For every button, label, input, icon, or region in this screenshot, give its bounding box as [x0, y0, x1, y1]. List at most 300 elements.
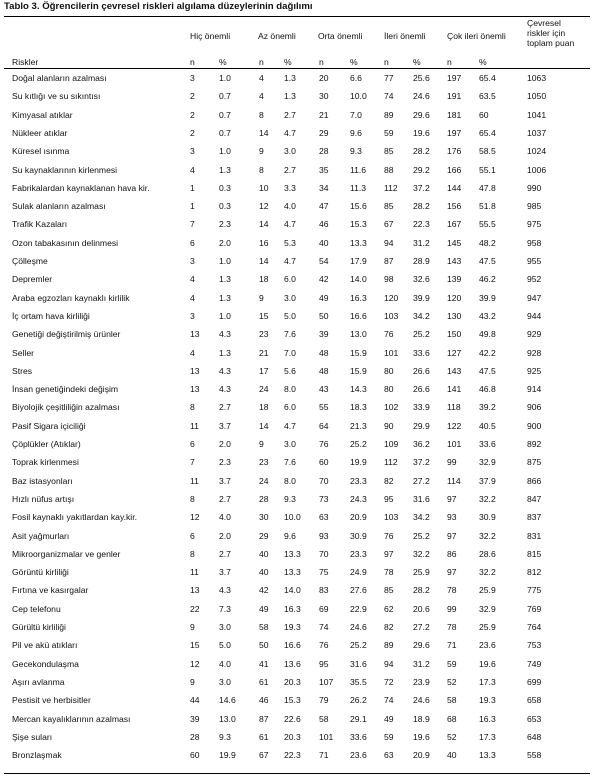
- orta-n-cell: 79: [319, 695, 329, 706]
- table-row: [0, 87, 598, 105]
- cok-ileri-pct-cell: 16.3: [479, 713, 496, 724]
- hic-pct-cell: 0.7: [219, 127, 231, 138]
- ileri-pct-cell: 28.9: [413, 256, 430, 266]
- cok-ileri-n-cell: 122: [447, 420, 462, 431]
- risk-name-cell: Gürültü kirliliği: [12, 622, 66, 632]
- cok-ileri-n-cell: 150: [447, 329, 462, 340]
- hic-n-cell: 4: [190, 292, 195, 303]
- risk-name-cell: İç ortam hava kirliliği: [12, 310, 90, 321]
- risk-name-cell: İnsan genetiğindeki değişim: [12, 384, 119, 395]
- az-pct-cell: 20.3: [284, 731, 301, 742]
- cok-ileri-pct-cell: 47.5: [479, 365, 496, 376]
- cok-ileri-n-cell: 139: [447, 274, 462, 285]
- az-n-cell: 17: [259, 365, 269, 376]
- hic-pct-cell: 1.0: [219, 256, 231, 266]
- orta-pct-cell: 7.0: [350, 109, 362, 120]
- cok-ileri-pct-cell: 46.8: [479, 384, 496, 395]
- ileri-pct-cell: 29.6: [413, 109, 430, 120]
- total-score-cell: 775: [527, 585, 542, 596]
- total-score-cell: 947: [527, 292, 542, 303]
- orta-pct-cell: 9.3: [350, 146, 362, 157]
- risk-name-cell: Pasif Sigara içiciliği: [12, 420, 86, 431]
- az-n-cell: 87: [259, 713, 269, 724]
- ileri-pct-cell: 26.6: [413, 384, 430, 395]
- orta-n-cell: 49: [319, 292, 329, 303]
- cok-ileri-pct-cell: 32.2: [479, 567, 496, 578]
- az-n-cell: 24: [259, 475, 269, 486]
- ileri-n-cell: 62: [384, 603, 394, 614]
- ileri-pct-cell: 29.2: [413, 164, 430, 175]
- ileri-n-cell: 90: [384, 420, 394, 431]
- az-pct-cell: 19.3: [284, 622, 301, 632]
- cok-ileri-n-cell: 97: [447, 530, 457, 541]
- orta-n-cell: 70: [319, 548, 329, 559]
- orta-pct-cell: 25.2: [350, 640, 367, 651]
- cok-ileri-n-cell: 71: [447, 640, 457, 651]
- orta-pct-cell: 6.6: [350, 73, 362, 83]
- orta-n-cell: 93: [319, 530, 329, 541]
- ileri-n-cell: 112: [384, 182, 398, 193]
- risk-name-cell: Cep telefonu: [12, 603, 61, 614]
- az-n-cell: 29: [259, 530, 269, 541]
- table-row: [0, 417, 598, 435]
- hic-n-cell: 4: [190, 164, 195, 175]
- table-row: [0, 234, 598, 252]
- orta-pct-cell: 11.3: [350, 182, 367, 193]
- ileri-pct-cell: 25.2: [413, 530, 430, 541]
- az-n-cell: 28: [259, 493, 269, 504]
- ileri-pct-cell: 32.6: [413, 274, 430, 285]
- az-pct-cell: 4.7: [284, 256, 296, 266]
- hic-pct-cell: 13.0: [219, 713, 236, 724]
- table-row: [0, 69, 598, 87]
- ileri-n-cell: 76: [384, 530, 394, 541]
- orta-n-cell: 39: [319, 329, 329, 340]
- cok-ileri-pct-cell: 37.9: [479, 475, 496, 486]
- cok-ileri-pct-cell: 39.2: [479, 402, 496, 413]
- orta-pct-cell: 16.6: [350, 310, 367, 321]
- risk-name-cell: Ozon tabakasının delinmesi: [12, 237, 119, 248]
- cok-ileri-n-cell: 181: [447, 109, 462, 120]
- hic-n-cell: 22: [190, 603, 200, 614]
- az-n-cell: 4: [259, 73, 264, 83]
- ileri-n-cell: 112: [384, 457, 398, 468]
- table-row: [0, 252, 598, 270]
- az-n-cell: 9: [259, 439, 264, 449]
- ileri-n-cell: 77: [384, 73, 394, 83]
- az-n-cell: 14: [259, 219, 269, 230]
- orta-pct-cell: 31.6: [350, 658, 367, 669]
- table-row: [0, 380, 598, 398]
- ileri-pct-cell: 34.2: [413, 512, 430, 523]
- ileri-pct-cell: 31.2: [413, 237, 430, 248]
- cok-ileri-n-cell: 156: [447, 201, 462, 212]
- risk-name-cell: Kimyasal atıklar: [12, 109, 73, 120]
- table-row: [0, 398, 598, 416]
- orta-pct-cell: 21.3: [350, 420, 367, 431]
- risk-name-cell: Gecekondulaşma: [12, 658, 79, 669]
- hic-n-cell: 12: [190, 658, 200, 669]
- hic-n-cell: 13: [190, 585, 200, 596]
- ileri-n-cell: 74: [384, 91, 394, 102]
- az-pct-cell: 3.0: [284, 439, 296, 449]
- hic-pct-cell: 4.0: [219, 512, 231, 523]
- az-n-cell: 23: [259, 457, 269, 468]
- cok-ileri-n-cell: 166: [447, 164, 462, 175]
- orta-n-cell: 60: [319, 457, 329, 468]
- hic-pct-cell: 4.3: [219, 329, 231, 340]
- az-n-cell: 42: [259, 585, 269, 596]
- az-pct-cell: 4.7: [284, 420, 296, 431]
- risk-name-cell: Bronzlaşmak: [12, 750, 62, 761]
- cok-ileri-n-cell: 120: [447, 292, 462, 303]
- orta-pct-cell: 26.2: [350, 695, 367, 706]
- total-score-cell: 990: [527, 182, 542, 193]
- total-score-cell: 648: [527, 731, 542, 742]
- orta-n-cell: 21: [319, 109, 329, 120]
- cok-ileri-n-cell: 52: [447, 676, 457, 687]
- total-score-cell: 958: [527, 237, 542, 248]
- total-score-cell: 952: [527, 274, 542, 285]
- cok-ileri-n-cell: 99: [447, 603, 457, 614]
- total-score-cell: 928: [527, 347, 542, 358]
- hic-pct-cell: 3.7: [219, 420, 231, 431]
- cok-ileri-pct-cell: 19.3: [479, 695, 496, 706]
- orta-pct-cell: 22.9: [350, 603, 367, 614]
- az-n-cell: 49: [259, 603, 269, 614]
- az-pct-cell: 1.3: [284, 73, 296, 83]
- hic-n-cell: 13: [190, 329, 200, 340]
- orta-n-cell: 35: [319, 164, 329, 175]
- orta-pct-cell: 29.1: [350, 713, 367, 724]
- ileri-pct-cell: 37.2: [413, 457, 430, 468]
- hic-pct-cell: 2.7: [219, 548, 231, 559]
- table-row: [0, 362, 598, 380]
- risk-name-cell: Mercan kayalıklarının azalması: [12, 713, 131, 724]
- orta-pct-cell: 15.3: [350, 219, 367, 230]
- hic-pct-cell: 1.0: [219, 310, 231, 321]
- az-n-cell: 61: [259, 676, 269, 687]
- risk-name-cell: Baz istasyonları: [12, 475, 73, 486]
- ileri-n-cell: 89: [384, 109, 394, 120]
- az-pct-cell: 1.3: [284, 91, 296, 102]
- risk-name-cell: Şişe suları: [12, 731, 53, 742]
- hic-n-cell: 12: [190, 512, 200, 523]
- az-pct-cell: 16.6: [284, 640, 301, 651]
- az-n-cell: 46: [259, 695, 269, 706]
- hic-pct-cell: 2.7: [219, 402, 231, 413]
- az-pct-cell: 7.0: [284, 347, 296, 358]
- cok-ileri-n-cell: 59: [447, 658, 457, 669]
- az-pct-cell: 22.3: [284, 750, 301, 761]
- orta-n-cell: 70: [319, 475, 329, 486]
- hic-n-cell: 8: [190, 402, 195, 413]
- orta-pct-cell: 30.9: [350, 530, 367, 541]
- hic-pct-cell: 1.0: [219, 73, 231, 83]
- cok-ileri-pct-cell: 40.5: [479, 420, 496, 431]
- az-pct-cell: 13.6: [284, 658, 301, 669]
- ileri-n-cell: 89: [384, 640, 394, 651]
- total-score-cell: 753: [527, 640, 542, 651]
- ileri-pct-cell: 28.2: [413, 201, 430, 212]
- risk-name-cell: Su kaynaklarının kirlenmesi: [12, 164, 118, 175]
- cok-ileri-n-cell: 86: [447, 548, 457, 559]
- risk-name-cell: Aşırı avlanma: [12, 676, 65, 687]
- risk-name-cell: Sulak alanların azalması: [12, 201, 106, 212]
- az-n-cell: 41: [259, 658, 269, 669]
- cok-ileri-n-cell: 52: [447, 731, 457, 742]
- az-n-cell: 21: [259, 347, 269, 358]
- orta-pct-cell: 11.6: [350, 164, 367, 175]
- risk-name-cell: Fabrikalardan kaynaklanan hava kir.: [12, 182, 150, 193]
- table-row: [0, 581, 598, 599]
- total-score-cell: 837: [527, 512, 542, 523]
- orta-n-cell: 30: [319, 91, 329, 102]
- az-pct-cell: 13.3: [284, 567, 301, 578]
- ileri-n-cell: 103: [384, 512, 399, 523]
- orta-n-cell: 83: [319, 585, 329, 596]
- cok-ileri-pct-cell: 43.2: [479, 310, 496, 321]
- risk-name-cell: Nükleer atıklar: [12, 127, 68, 138]
- orta-pct-cell: 13.3: [350, 237, 367, 248]
- az-n-cell: 18: [259, 274, 269, 285]
- orta-n-cell: 101: [319, 731, 334, 742]
- hic-n-cell: 8: [190, 493, 195, 504]
- table-row: [0, 728, 598, 746]
- az-pct-cell: 5.3: [284, 237, 296, 248]
- total-score-cell: 1024: [527, 146, 547, 157]
- cok-ileri-pct-cell: 19.6: [479, 658, 496, 669]
- hic-n-cell: 13: [190, 365, 200, 376]
- orta-n-cell: 64: [319, 420, 329, 431]
- risk-name-cell: Trafik Kazaları: [12, 219, 68, 230]
- cok-ileri-n-cell: 101: [447, 439, 462, 449]
- ileri-pct-cell: 37.2: [413, 182, 430, 193]
- hic-pct-cell: 2.3: [219, 219, 231, 230]
- cok-ileri-pct-cell: 28.6: [479, 548, 496, 559]
- ileri-pct-cell: 20.6: [413, 603, 430, 614]
- hic-pct-cell: 1.0: [219, 146, 231, 157]
- ileri-n-cell: 74: [384, 695, 394, 706]
- orta-pct-cell: 35.5: [350, 676, 367, 687]
- orta-pct-cell: 13.0: [350, 329, 367, 340]
- cok-ileri-n-cell: 143: [447, 365, 462, 376]
- cok-ileri-n-cell: 191: [447, 91, 462, 102]
- orta-pct-cell: 23.6: [350, 750, 367, 761]
- orta-n-cell: 74: [319, 622, 329, 632]
- cok-ileri-n-cell: 97: [447, 567, 457, 578]
- orta-n-cell: 71: [319, 750, 329, 761]
- ileri-pct-cell: 25.9: [413, 567, 430, 578]
- orta-pct-cell: 27.6: [350, 585, 367, 596]
- orta-pct-cell: 24.6: [350, 622, 367, 632]
- ileri-pct-cell: 25.2: [413, 329, 430, 340]
- ileri-pct-cell: 19.6: [413, 731, 430, 742]
- total-score-cell: 975: [527, 219, 542, 230]
- risk-name-cell: Genetiği değiştirilmiş ürünler: [12, 329, 121, 340]
- az-n-cell: 9: [259, 146, 264, 157]
- orta-pct-cell: 19.9: [350, 457, 367, 468]
- cok-ileri-pct-cell: 17.3: [479, 676, 496, 687]
- group-header-az: Az önemli: [258, 31, 296, 41]
- cok-ileri-pct-cell: 32.2: [479, 493, 496, 504]
- orta-n-cell: 58: [319, 713, 329, 724]
- az-pct-cell: 6.0: [284, 402, 296, 413]
- cok-ileri-n-cell: 127: [447, 347, 462, 358]
- hic-n-cell: 9: [190, 676, 195, 687]
- hic-pct-cell: 1.3: [219, 347, 231, 358]
- hic-pct-cell: 0.3: [219, 182, 231, 193]
- cok-ileri-n-cell: 78: [447, 585, 457, 596]
- cok-ileri-n-cell: 144: [447, 182, 462, 193]
- az-pct-cell: 16.3: [284, 603, 301, 614]
- total-score-cell: 812: [527, 567, 542, 578]
- cok-ileri-pct-cell: 42.2: [479, 347, 496, 358]
- orta-pct-cell: 23.3: [350, 548, 367, 559]
- risk-name-cell: Doğal alanların azalması: [12, 73, 107, 83]
- pct-header: %: [350, 57, 358, 67]
- table-row: [0, 508, 598, 526]
- pct-header: %: [413, 57, 421, 67]
- ileri-pct-cell: 20.9: [413, 750, 430, 761]
- cok-ileri-pct-cell: 47.5: [479, 256, 496, 266]
- cok-ileri-n-cell: 141: [447, 384, 462, 395]
- table-row: [0, 307, 598, 325]
- table-row: [0, 344, 598, 362]
- ileri-n-cell: 120: [384, 292, 399, 303]
- ileri-n-cell: 85: [384, 201, 394, 212]
- pct-header: %: [219, 57, 227, 67]
- ileri-n-cell: 87: [384, 256, 394, 266]
- table-row: [0, 270, 598, 288]
- hic-n-cell: 11: [190, 567, 199, 578]
- total-score-cell: 658: [527, 695, 542, 706]
- cok-ileri-n-cell: 78: [447, 622, 457, 632]
- orta-n-cell: 48: [319, 365, 329, 376]
- hic-pct-cell: 4.3: [219, 384, 231, 395]
- ileri-n-cell: 95: [384, 493, 394, 504]
- cok-ileri-n-cell: 40: [447, 750, 457, 761]
- orta-n-cell: 28: [319, 146, 329, 157]
- cok-ileri-n-cell: 167: [447, 219, 462, 230]
- az-n-cell: 40: [259, 548, 269, 559]
- az-n-cell: 10: [259, 182, 269, 193]
- cok-ileri-n-cell: 114: [447, 475, 461, 486]
- hic-n-cell: 11: [190, 420, 199, 431]
- total-score-cell: 900: [527, 420, 542, 431]
- ileri-n-cell: 102: [384, 402, 399, 413]
- hic-pct-cell: 0.3: [219, 201, 231, 212]
- total-score-cell: 764: [527, 622, 542, 632]
- cok-ileri-pct-cell: 65.4: [479, 73, 496, 83]
- table-row: [0, 435, 598, 453]
- ileri-pct-cell: 27.2: [413, 475, 430, 486]
- risk-name-cell: Biyolojik çeşitliliğin azalması: [12, 402, 120, 413]
- az-pct-cell: 5.0: [284, 310, 296, 321]
- hic-pct-cell: 3.0: [219, 676, 231, 687]
- cok-ileri-n-cell: 97: [447, 493, 457, 504]
- hic-pct-cell: 19.9: [219, 750, 236, 761]
- az-n-cell: 40: [259, 567, 269, 578]
- hic-pct-cell: 3.7: [219, 475, 231, 486]
- hic-n-cell: 4: [190, 347, 195, 358]
- hic-n-cell: 15: [190, 640, 200, 651]
- total-score-cell: 699: [527, 676, 542, 687]
- hic-pct-cell: 0.7: [219, 91, 231, 102]
- orta-n-cell: 69: [319, 603, 329, 614]
- orta-n-cell: 55: [319, 402, 329, 413]
- az-n-cell: 50: [259, 640, 269, 651]
- n-header: n: [447, 57, 452, 67]
- cok-ileri-pct-cell: 39.9: [479, 292, 496, 303]
- az-n-cell: 4: [259, 91, 264, 102]
- hic-pct-cell: 2.0: [219, 237, 231, 248]
- table-row: [0, 289, 598, 307]
- risk-name-cell: Görüntü kirliliği: [12, 567, 69, 578]
- hic-n-cell: 1: [190, 182, 195, 193]
- cok-ileri-pct-cell: 32.2: [479, 530, 496, 541]
- cok-ileri-pct-cell: 55.5: [479, 219, 496, 230]
- ileri-n-cell: 80: [384, 384, 394, 395]
- table-row: [0, 563, 598, 581]
- total-score-cell: 929: [527, 329, 542, 340]
- hic-n-cell: 44: [190, 695, 200, 706]
- ileri-pct-cell: 36.2: [413, 439, 430, 449]
- hic-n-cell: 6: [190, 237, 195, 248]
- risk-name-cell: Fırtına ve kasırgalar: [12, 585, 89, 596]
- orta-pct-cell: 24.3: [350, 493, 367, 504]
- group-header-hic: Hiç önemli: [190, 31, 231, 41]
- risk-name-cell: Mikroorganizmalar ve genler: [12, 548, 121, 559]
- ileri-n-cell: 49: [384, 713, 394, 724]
- table-row: [0, 545, 598, 563]
- cok-ileri-pct-cell: 48.2: [479, 237, 496, 248]
- n-header: n: [384, 57, 389, 67]
- table-row: [0, 472, 598, 490]
- ileri-n-cell: 85: [384, 146, 394, 157]
- orta-n-cell: 50: [319, 310, 329, 321]
- orta-n-cell: 34: [319, 182, 329, 193]
- ileri-pct-cell: 34.2: [413, 310, 430, 321]
- az-n-cell: 8: [259, 164, 264, 175]
- ileri-pct-cell: 31.6: [413, 493, 430, 504]
- ileri-pct-cell: 31.2: [413, 658, 430, 669]
- total-score-cell: 875: [527, 457, 542, 468]
- n-header: n: [259, 57, 264, 67]
- ileri-n-cell: 63: [384, 750, 394, 761]
- table-row: [0, 691, 598, 709]
- risk-name-cell: Pil ve akü atıkları: [12, 640, 78, 651]
- orta-pct-cell: 33.6: [350, 731, 367, 742]
- total-header-line-3: toplam puan: [527, 38, 575, 48]
- cok-ileri-n-cell: 130: [447, 310, 462, 321]
- hic-n-cell: 6: [190, 530, 195, 541]
- table-row: [0, 197, 598, 215]
- hic-n-cell: 3: [190, 256, 195, 266]
- risk-name-cell: Çölleşme: [12, 256, 48, 266]
- az-pct-cell: 4.7: [284, 127, 296, 138]
- total-score-cell: 1063: [527, 73, 547, 83]
- ileri-n-cell: 82: [384, 622, 394, 632]
- n-header: n: [319, 57, 324, 67]
- orta-pct-cell: 23.3: [350, 475, 367, 486]
- orta-pct-cell: 16.3: [350, 292, 367, 303]
- ileri-pct-cell: 28.2: [413, 585, 430, 596]
- hic-pct-cell: 1.3: [219, 164, 231, 175]
- orta-n-cell: 42: [319, 274, 329, 285]
- ileri-n-cell: 67: [384, 219, 394, 230]
- ileri-n-cell: 76: [384, 329, 394, 340]
